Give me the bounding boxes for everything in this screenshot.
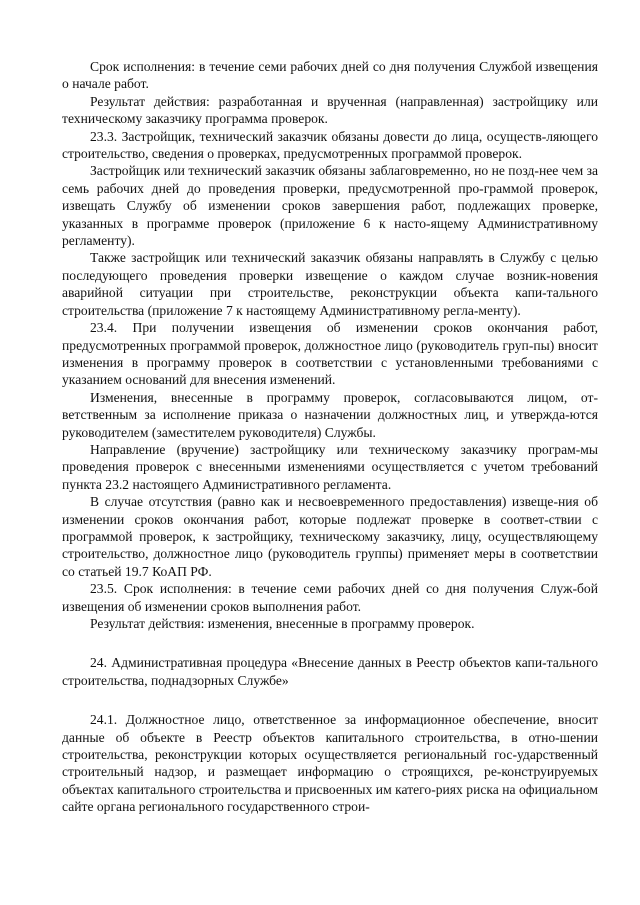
paragraph: Результат действия: разработанная и врученная (направленная) застройщику или техническому заказчику программа проверок. <box>62 93 598 127</box>
paragraph: 23.5. Срок исполнения: в течение семи рабочих дней со дня получения Служ-бой извещения об изменении сроков выполнения работ. <box>62 581 598 614</box>
paragraph: 24.1. Должностное лицо, ответственное за информационное обеспечение, вносит данные об объекте в Реестр объектов капитального строительства, в отно-шении строительства, реконструкции которых осуществляется региональный гос-ударственный строительный надзор, и размещает информацию о строящихся, ре-конструируемых объектах капитального строительства и присвоенных им катего-риях риска на официальном сайте органа регионального государственного строи- <box>62 712 598 815</box>
paragraph: Срок исполнения: в течение семи рабочих дней со дня получения Службой извещения о начале работ. <box>62 59 598 92</box>
paragraph: Направление (вручение) застройщику или техническому заказчику програм-мы проведения проверок с внесенными изменениями осуществляется с учетом требований пункта 23.2 настоящего Административного регламента. <box>62 441 598 492</box>
paragraph: 23.3. Застройщик, технический заказчик обязаны довести до лица, осуществ-ляющего строительство, сведения о проверках, предусмотренных программой проверок. <box>62 128 598 162</box>
paragraph: Застройщик или технический заказчик обязаны заблаговременно, но не позд-нее чем за семь рабочих дней до проведения проверки, предусмотренной про-граммой проверок, извещать Службу об изменении сроков завершения работ, подлежащих проверке, указанных в программе проверок (приложение 6 к насто-ящему Административному регламенту). <box>62 163 598 249</box>
paragraph: 23.4. При получении извещения об изменении сроков окончания работ, предусмотренных программой проверок, должностное лицо (руководитель груп-пы) вносит изменения в программу проверок в соответствии с установленными требованиями с указанием оснований для внесения изменений. <box>62 320 598 388</box>
paragraph: Изменения, внесенные в программу проверок, согласовываются лицом, от-ветственным за исполнение приказа о назначении должностных лиц, и утвержда-ются руководителем (заместителем руководителя) Службы. <box>62 389 598 440</box>
paragraph: В случае отсутствия (равно как и несвоевременного предоставления) извеще-ния об изменении сроков окончания работ, которые подлежат проверке в соответ-ствии с программой проверок, к застройщику, техническому заказчику, лицу, осуществляющему строительство, должностное лицо (руководитель группы) применяет меры в соответствии со статьей 19.7 КоАП РФ. <box>62 494 598 579</box>
section-heading: 24. Административная процедура «Внесение данных в Реестр объектов капи-тального строительства, поднадзорных Службе» <box>62 655 598 688</box>
paragraph: Также застройщик или технический заказчик обязаны направлять в Службу с целью последующего проведения проверки извещение о каждом случае возник-новения аварийной ситуации при строительстве, реконструкции объекта капи-тального строительства (приложение 7 к настоящему Административному регла-менту). <box>62 250 598 318</box>
paragraph: Результат действия: изменения, внесенные в программу проверок. <box>90 616 475 631</box>
document-page <box>62 58 598 816</box>
